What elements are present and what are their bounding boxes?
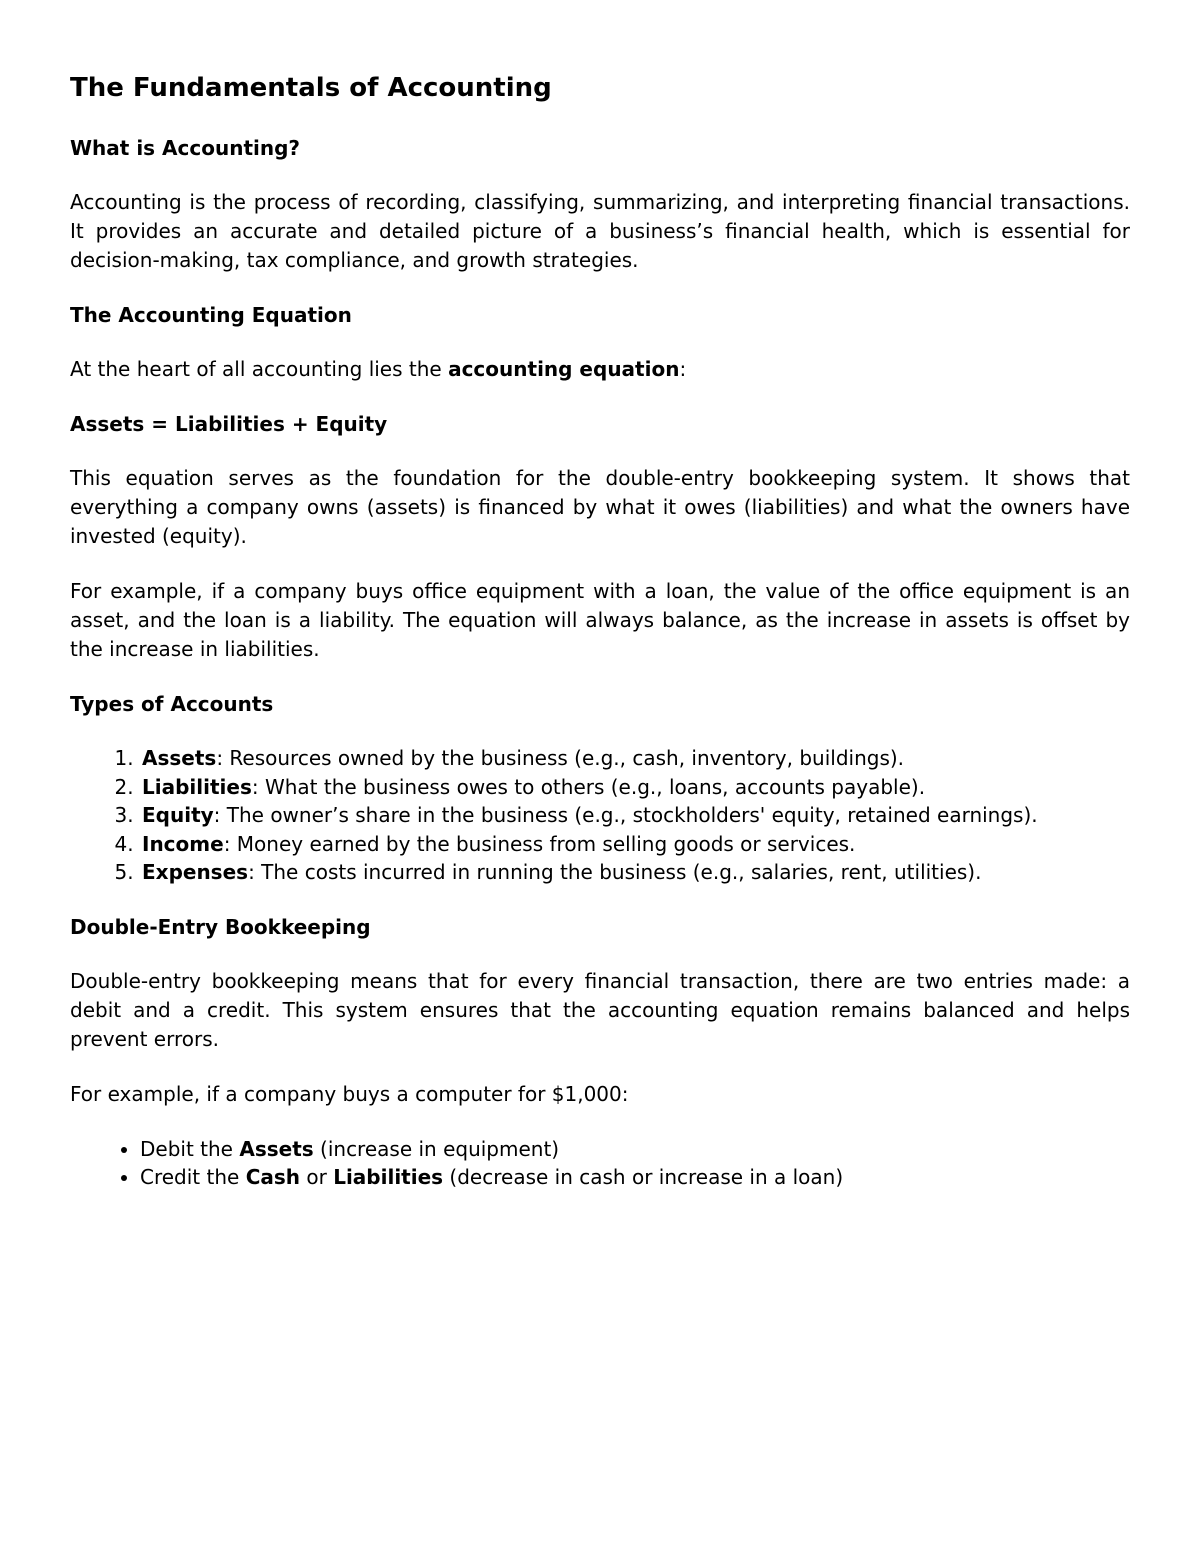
intro-bold-term: accounting equation <box>448 357 680 381</box>
bullet-text: (decrease in cash or increase in a loan) <box>443 1165 844 1189</box>
section-heading-types-of-accounts: Types of Accounts <box>70 692 274 716</box>
list-item <box>140 1163 1130 1192</box>
section-heading-what-is-accounting: What is Accounting? <box>70 136 301 160</box>
equation-example-paragraph: For example, if a company buys office equipment with a loan, the value of the office equipment is an asset, and the loan is a liability. The equation will always balance, as the increase in assets is offset by the increase in liabilities. <box>70 579 1130 661</box>
journal-entry-list <box>70 1135 1130 1192</box>
section-heading-accounting-equation: The Accounting Equation <box>70 303 352 327</box>
account-type-description: : What the business owes to others (e.g., loans, accounts payable). <box>251 774 926 799</box>
equation-explanation-paragraph: This equation serves as the foundation for the double-entry bookkeeping system. It shows that everything a company owns (assets) is financed by what it owes (liabilities) and what the owners have invested (equity). <box>70 466 1130 548</box>
list-item <box>140 744 1130 773</box>
double-entry-example: For example, if a company buys a computer for $1,000: <box>70 1081 629 1106</box>
account-type-description: : The owner’s share in the business (e.g., stockholders' equity, retained earnings). <box>213 803 1038 827</box>
account-type-description: : Resources owned by the business (e.g., cash, inventory, buildings). <box>216 746 905 770</box>
account-types-list <box>70 744 1130 887</box>
document-title: The Fundamentals of Accounting <box>70 73 552 103</box>
account-type-description: : The costs incurred in running the business (e.g., salaries, rent, utilities). <box>248 860 982 884</box>
bullet-text: Credit the <box>140 1165 246 1189</box>
bullet-text: or <box>300 1165 334 1189</box>
list-item <box>140 773 1130 802</box>
document-page <box>70 70 1130 1218</box>
account-type-term: Income <box>142 831 224 856</box>
list-item <box>140 830 1130 859</box>
account-type-term: Equity <box>142 803 214 827</box>
intro-text: At the heart of all accounting lies the <box>70 357 449 381</box>
bullet-bold-term: Liabilities <box>333 1165 444 1189</box>
accounting-equation: Assets = Liabilities + Equity <box>70 412 388 436</box>
account-type-term: Assets <box>142 746 217 770</box>
list-item <box>140 801 1130 830</box>
list-item <box>140 858 1130 887</box>
bullet-bold-term: Cash <box>245 1165 301 1189</box>
account-type-term: Expenses <box>142 860 249 884</box>
what-is-accounting-paragraph: Accounting is the process of recording, classifying, summarizing, and interpreting financial transactions. It provides an accurate and detailed picture of a business’s financial health, which is essential for decision-making, tax compliance, and growth strategies. <box>70 190 1130 272</box>
bullet-text: Debit the <box>140 1136 240 1161</box>
intro-colon: : <box>679 357 687 381</box>
section-heading-double-entry: Double-Entry Bookkeeping <box>70 914 371 939</box>
accounting-equation-intro <box>70 355 1130 384</box>
bullet-bold-term: Assets <box>239 1136 314 1161</box>
list-item <box>140 1135 1130 1164</box>
account-type-description: : Money earned by the business from selling goods or services. <box>223 831 856 856</box>
account-type-term: Liabilities <box>142 774 252 799</box>
bullet-text: (increase in equipment) <box>313 1136 560 1161</box>
double-entry-paragraph: Double-entry bookkeeping means that for every financial transaction, there are two entries made: a debit and a credit. This system ensures that the accounting equation remains balanced and helps prevent errors. <box>70 968 1130 1051</box>
